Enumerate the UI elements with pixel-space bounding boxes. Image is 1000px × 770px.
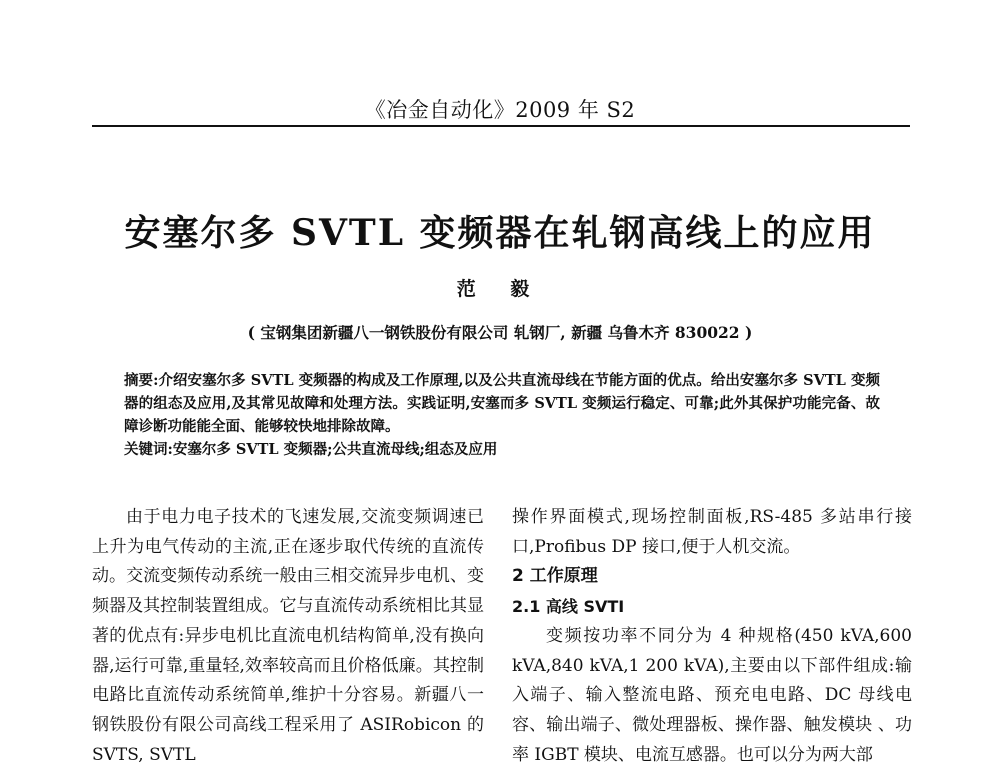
subsection-heading: 2.1 高线 SVTI — [512, 597, 625, 617]
running-head: 《冶金自动化》2009 年 S2 — [364, 98, 636, 122]
author-affiliation: ( 宝钢集团新疆八一钢铁股份有限公司 轧钢厂, 新疆 乌鲁木齐 830022 ) — [247, 323, 753, 342]
body-column-left — [92, 503, 484, 770]
body-paragraph: 变频按功率不同分为 4 种规格(450 kVA,600 kVA,840 kVA,1 200 kVA),主要由以下部件组成:输入端子、输入整流电路、预充电电路、DC 母线电容、输出端子、微处理器板、操作器、触发模块 、功率 IGBT 模块、电流互感器。也可以分为两大部 — [512, 625, 912, 765]
abstract-text: 摘要:介绍安塞尔多 SVTL 变频器的构成及工作原理,以及公共直流母线在节能方面的优点。给出安塞尔多 SVTL 变频器的组态及应用,及其常见故障和处理方法。实践证明,安塞而多 SVTL 变频运行稳定、可靠;此外其保护功能完备、故障诊断功能能全面、能够较快地排除故障。 — [124, 372, 880, 435]
keywords-text: 关键词:安塞尔多 SVTL 变频器;公共直流母线;组态及应用 — [124, 441, 498, 458]
section-heading: 2 工作原理 — [512, 566, 598, 587]
author-name: 范 毅 — [456, 278, 544, 300]
body-paragraph: 操作界面模式,现场控制面板,RS-485 多站串行接口,Profibus DP 接口,便于人机交流。 — [512, 507, 912, 557]
abstract-block — [124, 369, 880, 461]
article-title: 安塞尔多 SVTL 变频器在轧钢高线上的应用 — [124, 212, 876, 254]
header-rule — [92, 125, 910, 127]
body-column-right — [512, 503, 912, 770]
body-paragraph: 由于电力电子技术的飞速发展,交流变频调速已上升为电气传动的主流,正在逐步取代传统的直流传动。交流变频传动系统一般由三相交流异步电机、变频器及其控制装置组成。它与直流传动系统相比其显著的优点有:异步电机比直流电机结构简单,没有换向器,运行可靠,重量轻,效率较高而且价格低廉。其控制电路比直流传动系统简单,维护十分容易。新疆八一钢铁股份有限公司高线工程采用了 ASIRobicon 的 SVTS, SVTL — [92, 507, 484, 765]
